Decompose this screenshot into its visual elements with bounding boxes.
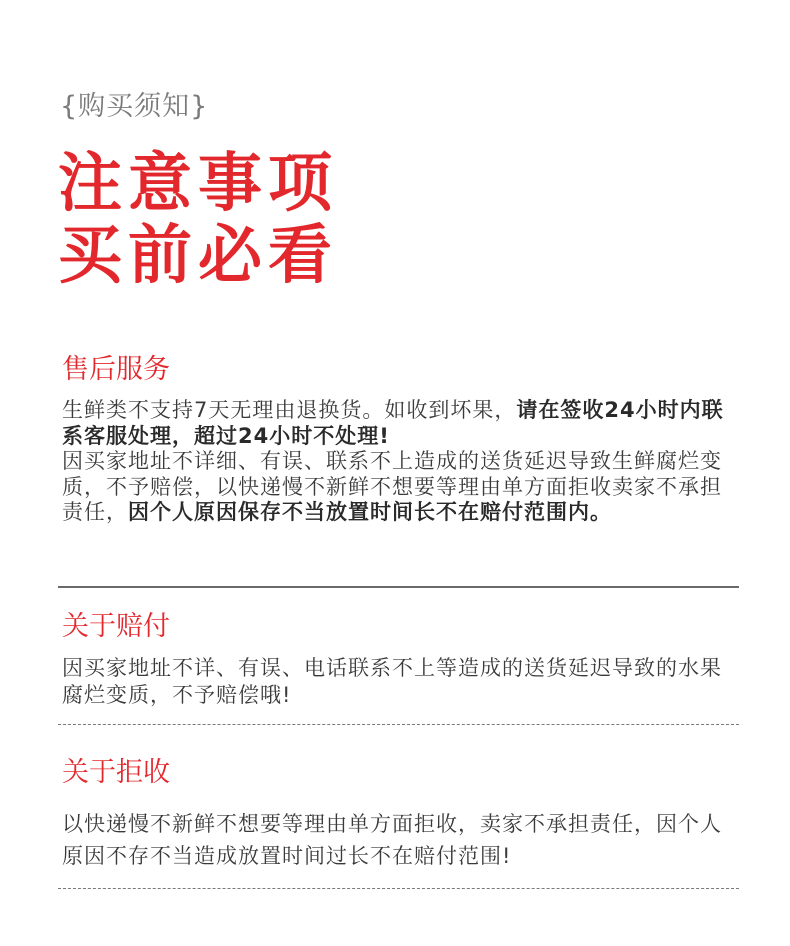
section-title-compensation: 关于赔付 (62, 611, 170, 642)
after-sales-text-1: 生鲜类不支持7天无理由退换货。如收到坏果， (62, 398, 517, 422)
section-body-compensation: 因买家地址不详、有误、电话联系不上等造成的送货延迟导致的水果腐烂变质，不予赔偿哦! (62, 656, 722, 707)
section-body-after-sales (62, 398, 738, 526)
after-sales-emphasis-1: 请在签收24小时内联系客服处理，超过24小时不处理! (62, 398, 724, 448)
after-sales-text-2: 因买家地址不详细、有误、联系不上造成的送货延迟导致生鲜腐烂变质，不予赔偿，以快递慢不新鲜不想要等理由单方面拒收卖家不承担责任， (62, 449, 722, 524)
dashed-divider (58, 724, 739, 725)
notice-subtitle: {购买须知} (60, 91, 209, 122)
dashed-divider-bottom (58, 888, 739, 889)
headline-must-read: 买前必看 (58, 219, 338, 293)
section-divider (58, 586, 739, 588)
after-sales-emphasis-2: 因个人原因保存不当放置时间长不在赔付范围内。 (128, 500, 612, 524)
section-title-rejection: 关于拒收 (62, 757, 170, 788)
headline-attention: 注意事项 (58, 147, 338, 221)
section-body-rejection: 以快递慢不新鲜不想要等理由单方面拒收，卖家不承担责任，因个人原因不存不当造成放置时间过长不在赔付范围! (62, 812, 722, 868)
section-title-after-sales: 售后服务 (62, 354, 170, 385)
